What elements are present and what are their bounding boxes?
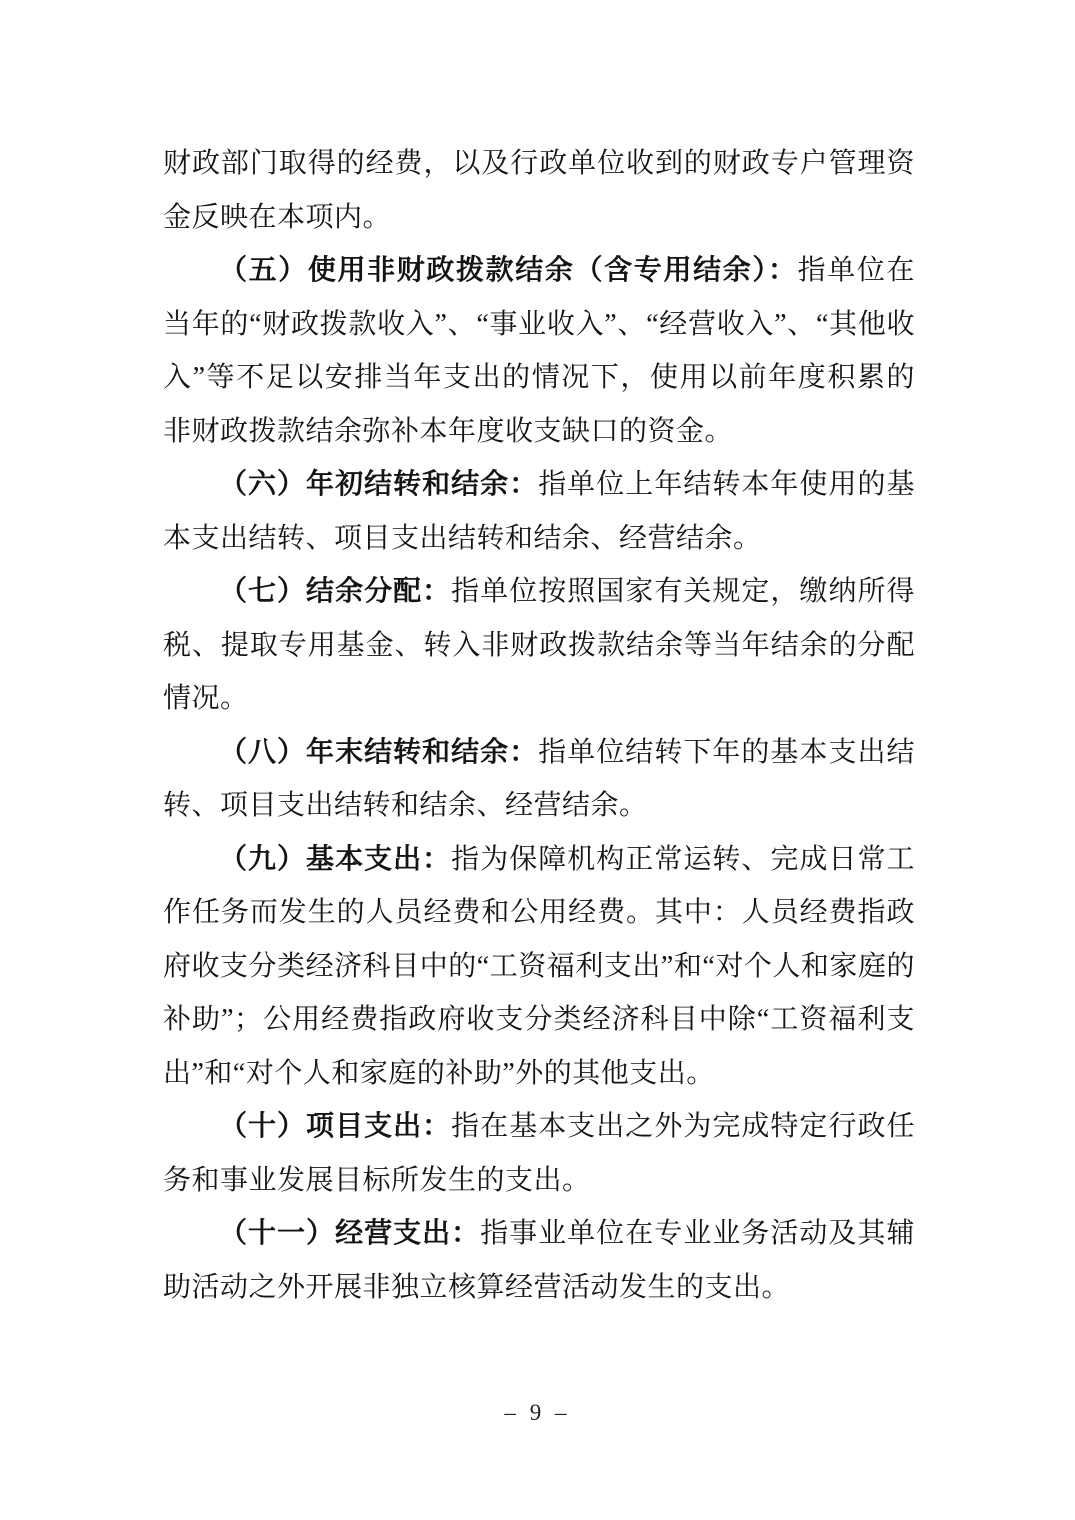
paragraph-text: 指在基本支出之外为完成特定行政任务和事业发展目标所发生的支出。 <box>163 1111 915 1196</box>
paragraph-text: 指单位上年结转本年使用的基本支出结转、项目支出结转和结余、经营结余。 <box>163 469 915 554</box>
page-number: – 9 – <box>504 1400 571 1425</box>
page-footer <box>0 1400 1075 1426</box>
paragraph-heading: （十一）经营支出： <box>219 1218 481 1249</box>
paragraph <box>163 833 915 1101</box>
paragraph <box>163 1207 915 1314</box>
paragraph <box>163 1100 915 1207</box>
paragraph-text: 财政部门取得的经费，以及行政单位收到的财政专户管理资金反映在本项内。 <box>163 148 915 233</box>
paragraph-heading: （九）基本支出： <box>219 843 452 875</box>
paragraph-text: 指事业单位在专业业务活动及其辅助活动之外开展非独立核算经营活动发生的支出。 <box>163 1218 915 1303</box>
paragraph <box>163 565 915 726</box>
paragraph-heading: （八）年末结转和结余： <box>219 736 539 768</box>
paragraph-text: 指单位在当年的“财政拨款收入”、“事业收入”、“经营收入”、“其他收入”等不足以安排当年支出的情况下，使用以前年度积累的非财政拨款结余弥补本年度收支缺口的资金。 <box>163 255 915 447</box>
document-body <box>163 137 915 1314</box>
paragraph-heading: （七）结余分配： <box>219 576 452 607</box>
paragraph <box>163 244 915 458</box>
paragraph-heading: （十）项目支出： <box>219 1111 452 1142</box>
paragraph-text: 指单位结转下年的基本支出结转、项目支出结转和结余、经营结余。 <box>163 736 915 821</box>
paragraph <box>163 137 915 244</box>
paragraph-heading: （五）使用非财政拨款结余（含专用结余）： <box>219 255 798 286</box>
paragraph-heading: （六）年初结转和结余： <box>219 469 539 500</box>
paragraph-text: 指单位按照国家有关规定，缴纳所得税、提取专用基金、转入非财政拨款结余等当年结余的分配情况。 <box>163 576 915 714</box>
paragraph <box>163 726 915 833</box>
paragraph-text: 指为保障机构正常运转、完成日常工作任务而发生的人员经费和公用经费。其中：人员经费指政府收支分类经济科目中的“工资福利支出”和“对个人和家庭的补助”；公用经费指政府收支分类经济科目中除“工资福利支出”和“对个人和家庭的补助”外的其他支出。 <box>163 843 915 1089</box>
paragraph <box>163 458 915 565</box>
